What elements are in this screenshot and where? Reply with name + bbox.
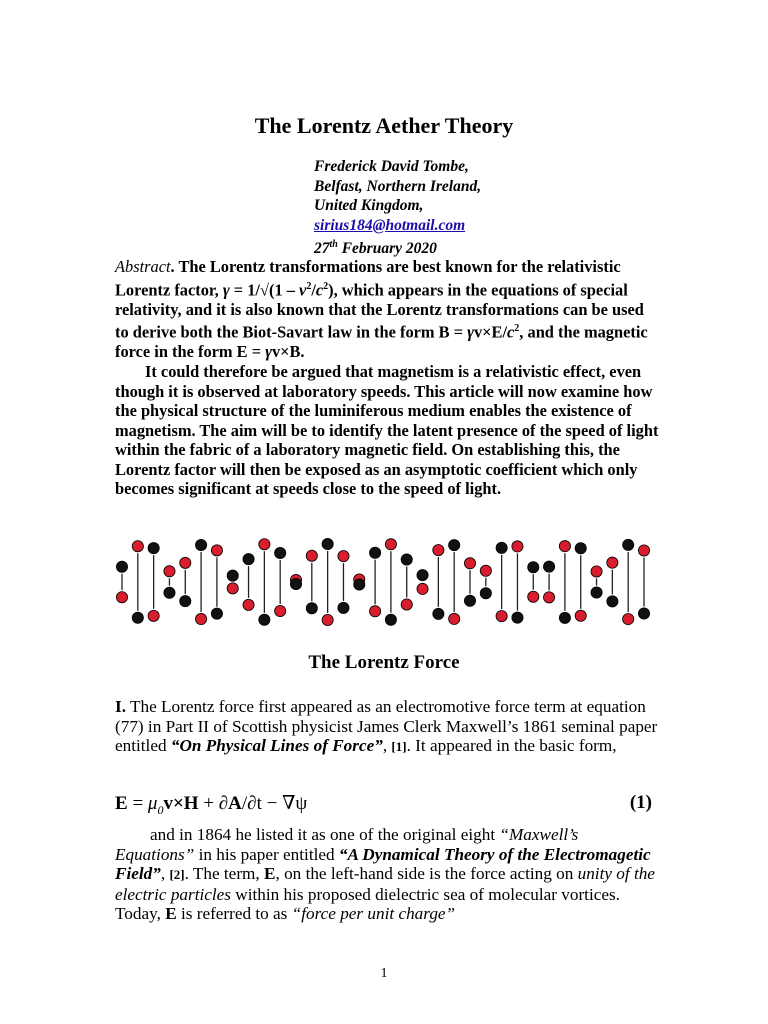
helix-bead xyxy=(116,561,127,572)
reference-1: [1] xyxy=(391,739,407,755)
helix-bead xyxy=(195,613,206,624)
reference-2: [2] xyxy=(169,867,185,883)
helix-bead xyxy=(385,614,396,625)
helix-bead xyxy=(638,545,649,556)
helix-bead xyxy=(543,592,554,603)
page-number: 1 xyxy=(380,966,388,981)
helix-bead xyxy=(623,613,634,624)
helix-bead xyxy=(433,608,444,619)
helix-bead xyxy=(306,550,317,561)
helix-bead xyxy=(512,541,523,552)
helix-bead xyxy=(195,539,206,550)
helix-bead xyxy=(132,612,143,623)
publication-date: 27th February 2020 xyxy=(314,239,437,258)
helix-bead xyxy=(575,610,586,621)
helix-bead xyxy=(591,587,602,598)
helix-bead xyxy=(164,587,175,598)
helix-bead xyxy=(338,551,349,562)
helix-bead xyxy=(401,599,412,610)
helix-bead xyxy=(401,554,412,565)
paper-title: The Lorentz Aether Theory xyxy=(254,113,514,138)
helix-bead xyxy=(354,579,365,590)
helix-bead xyxy=(243,554,254,565)
helix-bead xyxy=(591,566,602,577)
helix-bead xyxy=(607,596,618,607)
helix-bead xyxy=(180,596,191,607)
helix-bead xyxy=(575,543,586,554)
helix-bead xyxy=(464,595,475,606)
helix-bead xyxy=(306,603,317,614)
abstract xyxy=(115,257,660,499)
helix-bead xyxy=(638,608,649,619)
author-country: United Kingdom, xyxy=(314,197,424,214)
helix-bead xyxy=(259,614,270,625)
helix-bead xyxy=(369,547,380,558)
author-email-link[interactable]: sirius184@hotmail.com xyxy=(314,216,466,234)
author-city: Belfast, Northern Ireland, xyxy=(314,177,482,195)
helix-bead xyxy=(132,541,143,552)
double-helix-illustration xyxy=(114,530,652,634)
helix-bead xyxy=(623,539,634,550)
helix-bead xyxy=(433,544,444,555)
author-name: Frederick David Tombe, xyxy=(314,158,469,175)
helix-bead xyxy=(417,569,428,580)
helix-bead xyxy=(496,542,507,553)
helix-bead xyxy=(417,583,428,594)
paragraph-2: and in 1864 he listed it as one of the original eight “Maxwell’s Equations” in his paper entitled “A Dynamical Theory of the Electromagetic Field”, [2]. The term, E, on the left-hand side is the force acting on unity of the electric particles within his proposed dielectric sea of molecular vortices. Today, E is referred to as “force per unit charge” xyxy=(115,825,655,924)
helix-bead xyxy=(559,541,570,552)
helix-bead xyxy=(369,606,380,617)
helix-bead xyxy=(607,557,618,568)
helix-bead xyxy=(385,539,396,550)
paragraph-1: I. The Lorentz force first appeared as an electromotive force term at equation (77) in Part II of Scottish physicist James Clerk Maxwell’s 1861 seminal paper entitled “On Physical Lines of Force”, [1]. It appeared in the basic form, xyxy=(115,697,658,756)
helix-bead xyxy=(480,588,491,599)
helix-bead xyxy=(528,562,539,573)
paper-title-citation-2: “A Dynamical Theory of the Electromagetic Field” xyxy=(115,844,651,884)
helix-bead xyxy=(259,539,270,550)
helix-bead xyxy=(211,608,222,619)
abstract-label: Abstract xyxy=(115,257,171,276)
helix-bead xyxy=(512,612,523,623)
helix-bead xyxy=(243,599,254,610)
helix-bead xyxy=(227,583,238,594)
helix-bead xyxy=(148,610,159,621)
helix-bead xyxy=(180,557,191,568)
helix-bead xyxy=(275,547,286,558)
helix-bead xyxy=(322,614,333,625)
helix-bead xyxy=(464,558,475,569)
helix-bead xyxy=(148,543,159,554)
helix-bead xyxy=(116,592,127,603)
equation-1 xyxy=(115,792,652,816)
helix-bead xyxy=(528,591,539,602)
helix-bead xyxy=(449,539,460,550)
helix-bead xyxy=(211,545,222,556)
helix-bead xyxy=(275,605,286,616)
helix-bead xyxy=(480,565,491,576)
helix-bead xyxy=(227,570,238,581)
helix-bead xyxy=(164,566,175,577)
abstract-paragraph-2: It could therefore be argued that magnetism is a relativistic effect, even though it is observed at laboratory speeds. This article will now examine how the physical structure of the luminiferous medium enables the existence of magnetism. The aim will be to identify the latent presence of the speed of light within the fabric of a laboratory magnetic field. On establishing this, the Lorentz factor will then be exposed as an asymptotic coefficient which only becomes significant at speeds close to the speed of light. xyxy=(115,361,659,499)
helix-bead xyxy=(496,611,507,622)
paper-title-citation: “On Physical Lines of Force” xyxy=(170,736,383,756)
maxwell-equations-quote: “Maxwell’s Equations” xyxy=(115,825,579,864)
helix-bead xyxy=(322,538,333,549)
equation-body: $E = \mu_0v\times H + \partial A/\partial t - \nabla\psi$ xyxy=(115,793,308,817)
helix-bead xyxy=(338,602,349,613)
helix-bead xyxy=(559,612,570,623)
helix-bead xyxy=(290,578,301,589)
section-title: The Lorentz Force xyxy=(308,652,460,673)
helix-bead xyxy=(543,561,554,572)
paragraph-label: I. xyxy=(115,697,126,716)
abstract-paragraph-1: Abstract. The Lorentz transformations are best known for the relativistic Lorentz factor, $\gamma = 1/√(1 - v^2/c^2)$, which appears in the equations of special relativity, and it is also known that the Lorentz transformations can be used to derive both the Biot-Savart law in the form $B = \gamma v\times E/c^2$, and the magnetic force in the form E = γv×B. xyxy=(115,257,648,362)
author-block xyxy=(314,157,634,259)
helix-bead xyxy=(449,613,460,624)
equation-number: (1) xyxy=(629,792,652,813)
